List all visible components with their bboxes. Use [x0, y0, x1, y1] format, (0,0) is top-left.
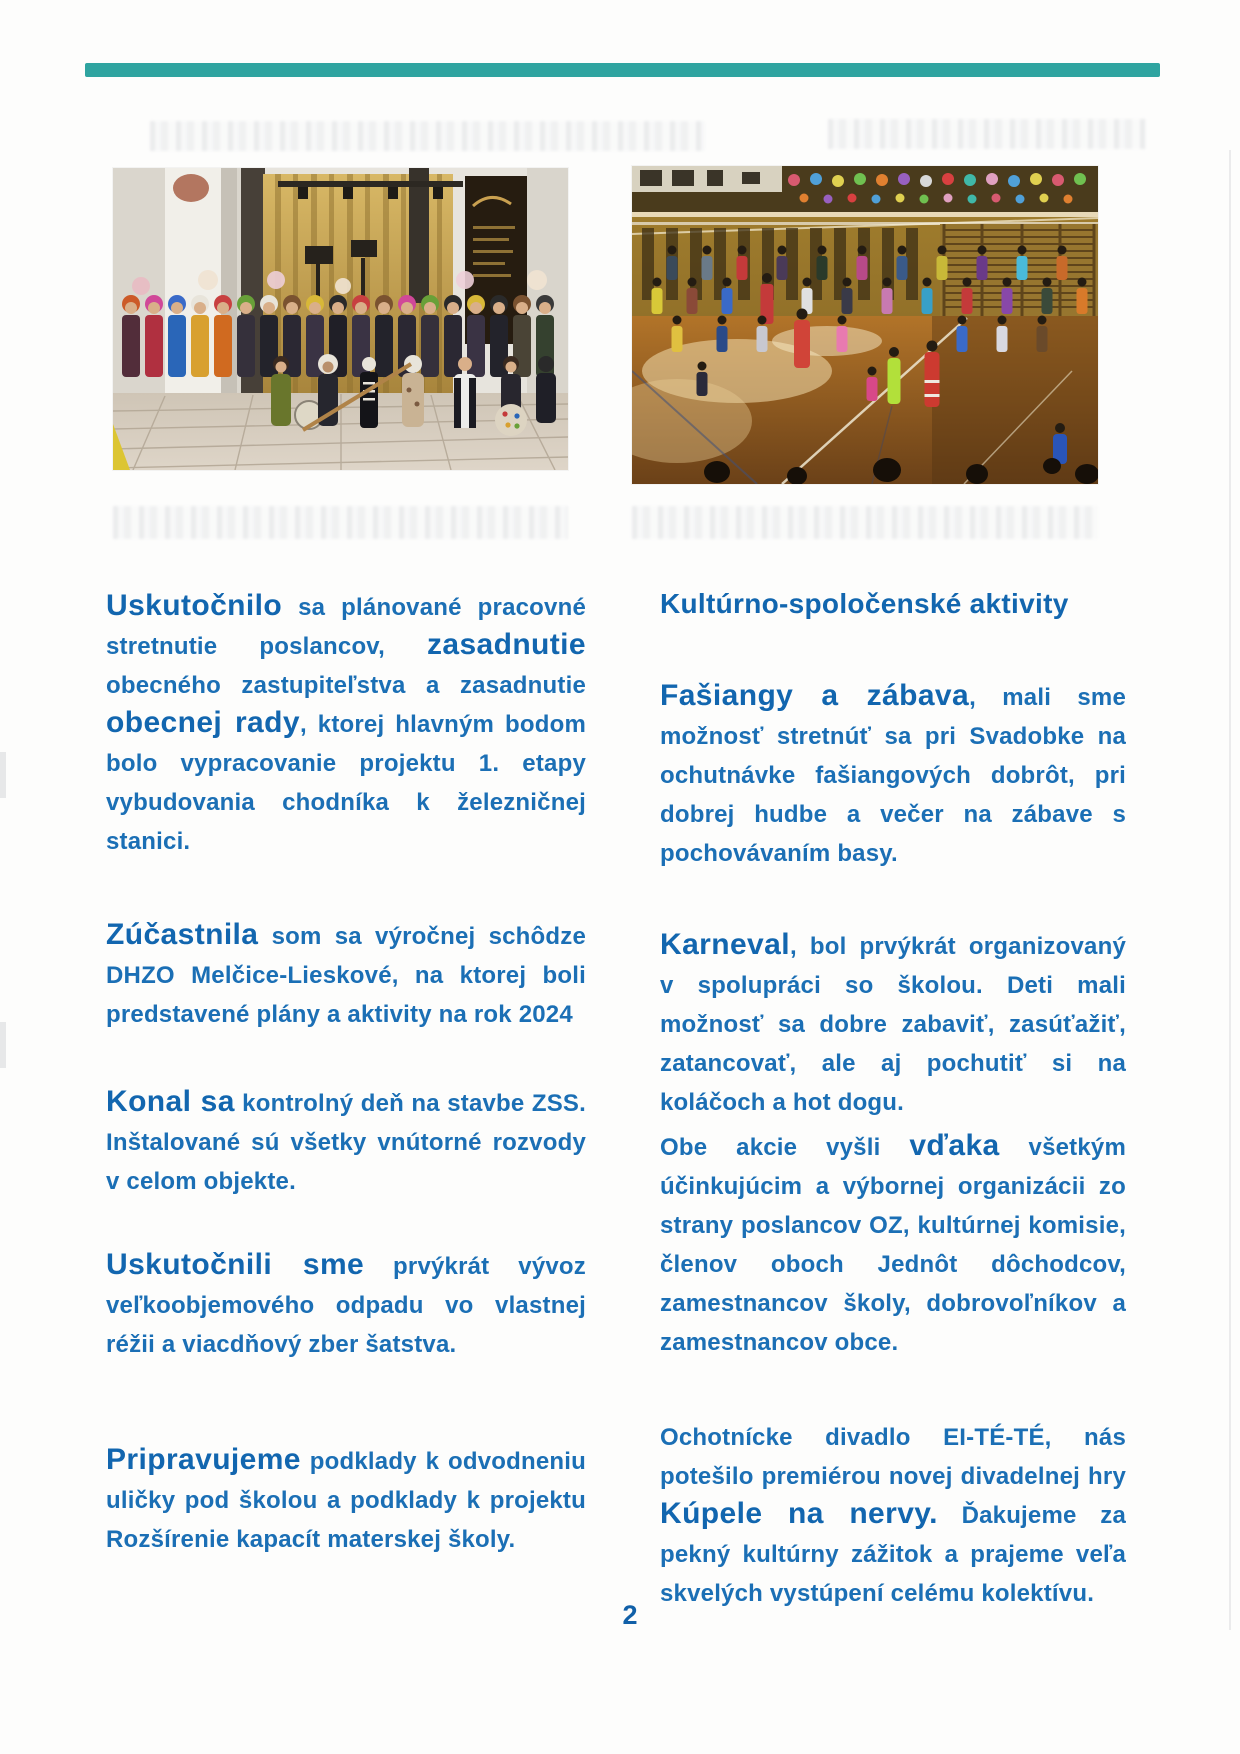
body-text: Obe akcie vyšli	[660, 1134, 910, 1161]
lead-text: zasadnutie	[426, 628, 586, 661]
scan-bleed-artifact	[113, 506, 568, 539]
paragraph-zucastnila	[106, 917, 586, 1034]
lead-text: Uskutočnilo	[106, 589, 283, 622]
body-text: , bol prvýkrát organizovaný v spolupráci so školou. Deti mali možnosť sa dobre zabaviť, zasúťažiť, zatancovať, ale aj pochutiť si na koláčoch a hot dogu.	[660, 933, 1126, 1116]
body-text: všetkým účinkujúcim a výbornej organizácii zo strany poslancov OZ, kultúrnej komisie, členov oboch Jednôt dôchodcov, zamestnancov školy, dobrovoľníkov a zamestnancov obce.	[660, 1134, 1126, 1356]
left-column	[106, 588, 586, 1559]
scan-mark-artifact	[0, 752, 6, 798]
body-text: podklady k odvodneniu uličky pod školou a podklady k projektu Rozšírenie kapacít materskej školy.	[106, 1448, 586, 1553]
scan-bleed-artifact	[632, 506, 1098, 539]
scan-mark-artifact	[0, 1022, 6, 1068]
right-column	[660, 588, 1126, 1613]
body-text: prvýkrát vývoz veľkoobjemového odpadu vo vlastnej réžii a viacdňový zber šatstva.	[106, 1253, 586, 1358]
scan-bleed-artifact	[150, 121, 705, 151]
body-text: obecného zastupiteľstva a zasadnutie	[106, 672, 586, 699]
lead-text: Zúčastnila	[106, 918, 259, 951]
paragraph-obe-akcie	[660, 1128, 1126, 1362]
section-heading-kulturno-spolocenske: Kultúrno-spoločenské aktivity	[660, 588, 1069, 619]
photo-fasiangy-group	[113, 168, 568, 470]
paragraph-konal-sa	[106, 1084, 586, 1201]
lead-text: Pripravujeme	[106, 1443, 301, 1476]
body-text: , mali sme možnosť stretnúť sa pri Svadobke na ochutnávke fašiangových dobrôt, pri dobrej hudbe a večer na zábave s pochovávaním basy.	[660, 684, 1126, 867]
paragraph-divadlo	[660, 1418, 1126, 1613]
body-text: Ochotnícke divadlo EI-TÉ-TÉ, nás potešilo premiérou novej divadelnej hry	[660, 1424, 1126, 1490]
body-text: kontrolný deň na stavbe ZSS. Inštalované sú všetky vnútorné rozvody v celom objekte.	[106, 1090, 586, 1195]
top-divider-bar	[85, 63, 1160, 77]
lead-text: Kúpele na nervy.	[660, 1497, 938, 1530]
body-text: , ktorej hlavným bodom bolo vypracovanie projektu 1. etapy vybudovania chodníka k železničnej stanici.	[106, 711, 587, 855]
paragraph-uskutocnili-sme	[106, 1247, 586, 1364]
scan-bleed-artifact	[828, 119, 1146, 149]
paragraph-uskutocnilo	[106, 588, 586, 861]
lead-text: Uskutočnili sme	[106, 1248, 365, 1281]
photo-karneval-illustration	[632, 166, 1098, 484]
paragraph-pripravujeme	[106, 1442, 586, 1559]
body-text: sa plánované pracovné stretnutie poslancov,	[106, 594, 586, 660]
photo-fasiangy-illustration	[113, 168, 568, 470]
lead-text: Konal sa	[106, 1085, 235, 1118]
lead-text: vďaka	[909, 1129, 1000, 1162]
paragraph-fasiangy	[660, 678, 1126, 873]
body-text: Ďakujeme za pekný kultúrny zážitok a prajeme veľa skvelých vystúpení celému kolektívu.	[660, 1502, 1126, 1607]
lead-text: obecnej rady	[106, 706, 300, 739]
body-text: som sa výročnej schôdze DHZO Melčice-Lieskové, na ktorej boli predstavené plány a aktivity na rok 2024	[106, 923, 586, 1028]
paragraph-karneval	[660, 927, 1126, 1122]
scan-edge-artifact	[1229, 150, 1231, 1630]
photo-karneval-gym	[632, 166, 1098, 484]
lead-text: Karneval	[660, 928, 790, 961]
lead-text: Fašiangy a zábava	[660, 679, 970, 712]
page-number: 2	[622, 1600, 638, 1630]
